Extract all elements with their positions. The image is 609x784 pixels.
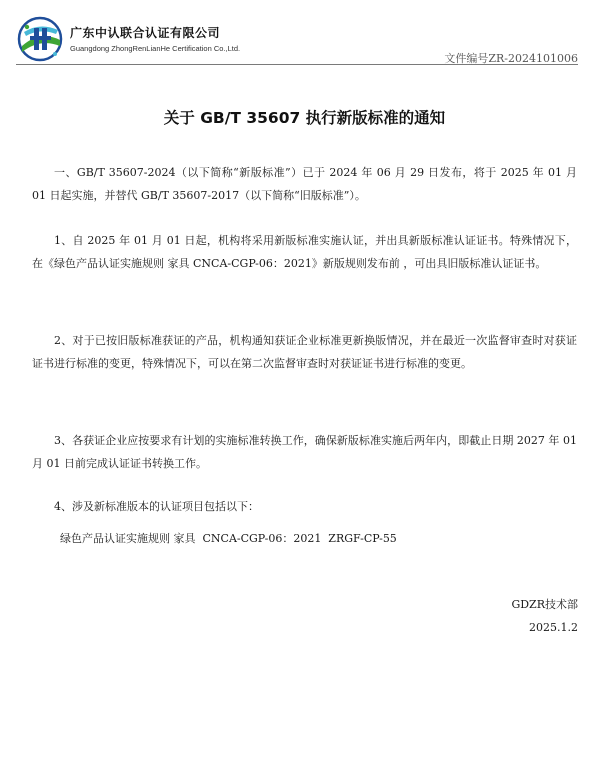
company-name-en: Guangdong ZhongRenLianHe Certification Co.,Ltd. [70, 44, 241, 53]
document-number: 文件编号ZR-2024101006 [444, 52, 578, 65]
paragraph-item-1: 1、自 2025 年 01 月 01 日起，机构将采用新版标准实施认证，并出具新版标准认证证书。特殊情况下，在《绿色产品认证实施规则 家具 CNCA-CGP-06：2021》新版规则发布前 ，可出具旧版标准认证证书。 [32, 234, 577, 270]
company-name-cn: 广东中认联合认证有限公司 [70, 26, 221, 40]
paragraph-item-3: 3、各获证企业应按要求有计划的实施标准转换工作，确保新版标准实施后两年内，即截止日期 2027 年 01 月 01 日前完成认证证书转换工作。 [32, 434, 577, 470]
company-logo-icon [16, 16, 66, 62]
certification-project-line: 绿色产品认证实施规则 家具 CNCA-CGP-06：2021 ZRGF-CP-55 [60, 532, 397, 545]
signature-department: GDZR技术部 [511, 598, 578, 611]
signature-date: 2025.1.2 [529, 621, 578, 634]
paragraph-item-2: 2、对于已按旧版标准获证的产品，机构通知获证企业标准更新换版情况，并在最近一次监督审查时对获证证书进行标准的变更，特殊情况下，可以在第二次监督审查时对获证证书进行标准的变更。 [32, 334, 577, 370]
paragraph-intro: 一、GB/T 35607-2024（以下简称“新版标准”）已于 2024 年 06 月 29 日发布，将于 2025 年 01 月 01 日起实施，并替代 GB/T 35607-2017（以下简称“旧版标准”）。 [32, 166, 577, 202]
header-divider [16, 64, 578, 65]
notice-title: 关于 GB/T 35607 执行新版标准的通知 [163, 109, 446, 127]
paragraph-item-4: 4、涉及新标准版本的认证项目包括以下： [54, 500, 259, 513]
